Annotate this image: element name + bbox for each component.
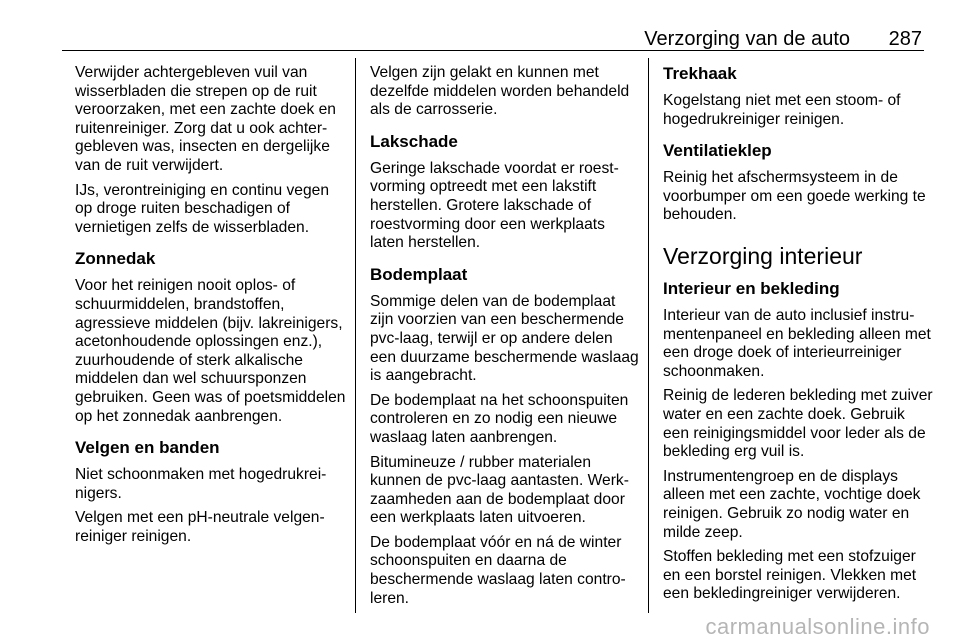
paragraph: IJs, verontreiniging en continu vegen op droge ruiten beschadigen of vernietigen zelfs de wisserbladen. — [75, 181, 329, 236]
paragraph: Geringe lakschade voordat er roestvorming optreedt met een lakstift herstellen. Grotere lakschade of roestvorming door een werkplaats laten herstellen. — [370, 159, 619, 252]
paragraph: Verwijder achtergebleven vuil van wisserbladen die strepen op de ruit veroorzaken, met een zachte doek en ruitenreiniger. Zorg dat u ook achtergebleven was, insecten en dergelijke van de ruit verwijdert. — [75, 64, 336, 174]
watermark: carmanualsonline.info — [705, 614, 930, 639]
paragraph: Bitumineuze / rubber materialen kunnen de pvc-laag aantasten. Werkzaamheden aan de bodemplaat door een werkplaats laten uitvoeren. — [370, 453, 629, 527]
paragraph: Stoffen bekleding met een stofzuiger en een borstel reinigen. Vlekken met een bekledingreiniger verwijderen. — [663, 548, 917, 603]
column-divider-2 — [648, 58, 649, 613]
heading-lakschade: Lakschade — [370, 131, 458, 151]
paragraph: Reinig het afschermsysteem in de voorbumper om een goede werking te behouden. — [663, 169, 926, 224]
paragraph: Voor het reinigen nooit oplos- of schuurmiddelen, brandstoffen, agressieve middelen (bijv. lakreinigers, acetonhoudende oplossingen enz.), zuurhoudende of sterk alkalische middelen dan wel schuursponzen gebruiken. Geen was of poetsmiddelen op het zonnedak aanbrengen. — [75, 277, 346, 425]
column-3 — [663, 64, 933, 610]
header-title: Verzorging van de auto — [644, 28, 850, 50]
paragraph: Velgen met een pH-neutrale velgenreiniger reinigen. — [75, 509, 325, 545]
column-divider-1 — [355, 58, 356, 613]
paragraph: De bodemplaat vóór en ná de winter schoonspuiten en daarna de beschermende waslaag laten controleren. — [370, 533, 626, 607]
paragraph: Interieur van de auto inclusief instrumentenpaneel en bekleding alleen met een droge doek of interieurreiniger schoonmaken. — [663, 306, 931, 380]
column-1 — [75, 64, 347, 552]
section-title-verzorging-interieur: Verzorging interieur — [663, 242, 863, 269]
paragraph: De bodemplaat na het schoonspuiten controleren en zo nodig een nieuwe waslaag laten aanbrengen. — [370, 391, 629, 446]
heading-velgen-en-banden: Velgen en banden — [75, 438, 220, 458]
heading-ventilatieklep: Ventilatieklep — [663, 141, 772, 161]
heading-zonnedak: Zonnedak — [75, 249, 156, 269]
paragraph: Velgen zijn gelakt en kunnen met dezelfde middelen worden behandeld als de carrosserie. — [370, 64, 630, 119]
page-number: 287 — [888, 28, 922, 50]
paragraph: Reinig de lederen bekleding met zuiver water en een zachte doek. Gebruik een reinigingsmiddel voor leder als de bekleding erg vuil is. — [663, 387, 933, 461]
paragraph: Kogelstang niet met een stoom- of hogedrukreiniger reinigen. — [663, 92, 901, 128]
column-2 — [370, 64, 640, 614]
heading-trekhaak: Trekhaak — [663, 64, 737, 83]
page-header — [62, 24, 924, 51]
paragraph: Sommige delen van de bodemplaat zijn voorzien van een beschermende pvc-laag, terwijl er op andere delen een duurzame beschermende waslaag is aangebracht. — [370, 292, 639, 385]
heading-interieur-en-bekleding: Interieur en bekleding — [663, 278, 840, 298]
paragraph: Niet schoonmaken met hogedrukreinigers. — [75, 466, 327, 502]
paragraph: Instrumentengroep en de displays alleen met een zachte, vochtige doek reinigen. Gebruik zo nodig water en milde zeep. — [663, 467, 921, 541]
heading-bodemplaat: Bodemplaat — [370, 264, 468, 284]
